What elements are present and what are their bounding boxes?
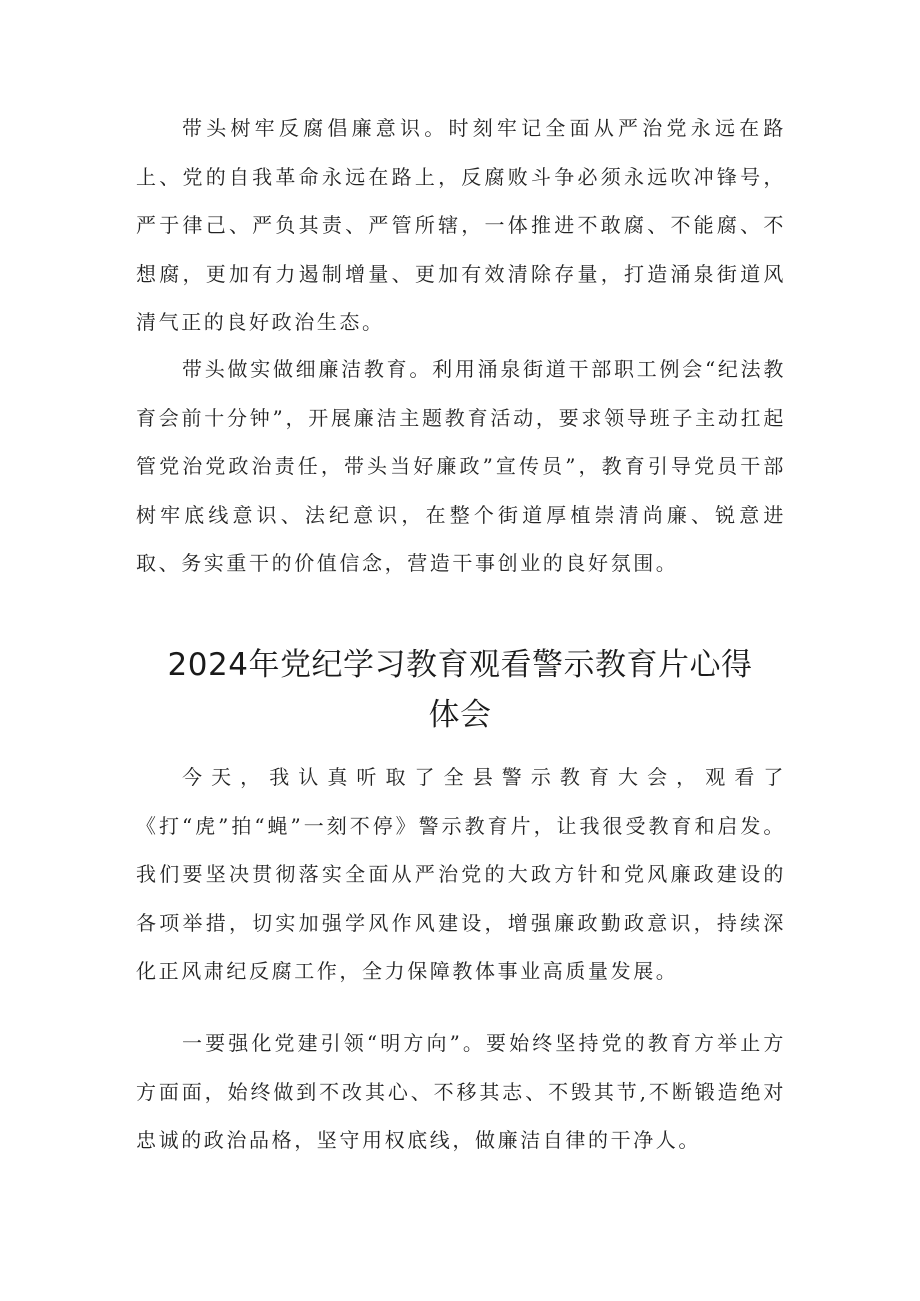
- section-title-line-1: 2024年党纪学习教育观看警示教育片心得: [167, 647, 753, 683]
- paragraph-warning-education-intro: 今天，我认真听取了全县警示教育大会，观看了《打“虎”拍“蝇”一刻不停》警示教育片，让我很受教育和启发。我们要坚决贯彻落实全面从严治党的大政方针和党风廉政建设的各项举措，切实加强学风作风建设，增强廉政勤政意识，持续深化正风肃纪反腐工作，全力保障教体事业高质量发展。: [136, 765, 786, 983]
- section-title-line-2: 体会: [428, 697, 492, 733]
- paragraph-integrity-education: 带头做实做细廉洁教育。利用涌泉街道干部职工例会“纪法教育会前十分钟”，开展廉洁主题教育活动，要求领导班子主动扛起管党治党政治责任，带头当好廉政”宣传员”，教育引导党员干部树牢底线意识、法纪意识，在整个街道厚植崇清尚廉、锐意进取、务实重干的价值信念，营造干事创业的良好氛围。: [136, 357, 786, 575]
- paragraph-party-building-direction: 一要强化党建引领“明方向”。要始终坚持党的教育方举止方方面面，始终做到不改其心、不移其志、不毁其节,不断锻造绝对忠诚的政治品格，坚守用权底线，做廉洁自律的干净人。: [136, 1031, 786, 1152]
- section-title: [110, 640, 810, 740]
- paragraph-anti-corruption-awareness: 带头树牢反腐倡廉意识。时刻牢记全面从严治党永远在路上、党的自我革命永远在路上，反腐败斗争必须永远吹冲锋号，严于律己、严负其责、严管所辖，一体推进不敢腐、不能腐、不想腐，更加有力遏制增量、更加有效清除存量，打造涌泉街道风清气正的良好政治生态。: [136, 116, 786, 334]
